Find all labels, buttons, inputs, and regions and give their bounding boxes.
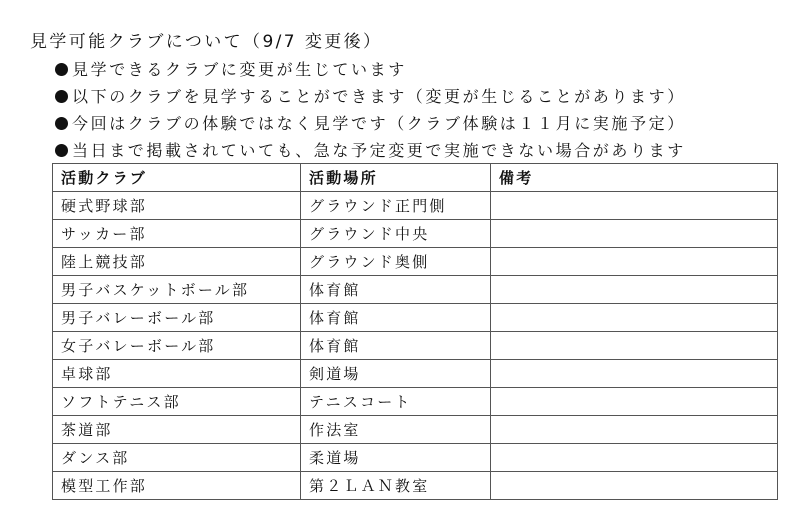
table-row xyxy=(53,360,778,388)
club-cell: 卓球部 xyxy=(53,360,301,388)
column-header-club: 活動クラブ xyxy=(53,164,301,192)
note-text: 今回はクラブの体験ではなく見学です（クラブ体験は１１月に実施予定） xyxy=(72,114,686,133)
remarks-cell xyxy=(491,416,778,444)
remarks-cell xyxy=(491,304,778,332)
table-row xyxy=(53,276,778,304)
notes-list xyxy=(55,56,686,164)
remarks-cell xyxy=(491,276,778,304)
location-cell: 第２ＬＡＮ教室 xyxy=(301,472,491,500)
bullet-icon xyxy=(55,117,68,130)
club-cell: 模型工作部 xyxy=(53,472,301,500)
table-header-row xyxy=(53,164,778,192)
location-cell: 体育館 xyxy=(301,304,491,332)
location-cell: グラウンド正門側 xyxy=(301,192,491,220)
club-cell: ソフトテニス部 xyxy=(53,388,301,416)
club-cell: 女子バレーボール部 xyxy=(53,332,301,360)
table-row xyxy=(53,192,778,220)
location-cell: 体育館 xyxy=(301,332,491,360)
location-cell: 剣道場 xyxy=(301,360,491,388)
note-text: 見学できるクラブに変更が生じています xyxy=(72,60,407,79)
table-row xyxy=(53,220,778,248)
table-row xyxy=(53,248,778,276)
club-cell: ダンス部 xyxy=(53,444,301,472)
remarks-cell xyxy=(491,332,778,360)
club-cell: 男子バレーボール部 xyxy=(53,304,301,332)
column-header-notes: 備考 xyxy=(491,164,778,192)
table-row xyxy=(53,416,778,444)
note-text: 当日まで掲載されていても、急な予定変更で実施できない場合があります xyxy=(72,141,686,160)
remarks-cell xyxy=(491,360,778,388)
table-row xyxy=(53,472,778,500)
bullet-icon xyxy=(55,144,68,157)
note-item xyxy=(55,56,686,83)
club-cell: 陸上競技部 xyxy=(53,248,301,276)
note-item xyxy=(55,137,686,164)
remarks-cell xyxy=(491,388,778,416)
remarks-cell xyxy=(491,472,778,500)
remarks-cell xyxy=(491,248,778,276)
club-cell: サッカー部 xyxy=(53,220,301,248)
location-cell: 作法室 xyxy=(301,416,491,444)
remarks-cell xyxy=(491,192,778,220)
remarks-cell xyxy=(491,444,778,472)
location-cell: テニスコート xyxy=(301,388,491,416)
note-text: 以下のクラブを見学することができます（変更が生じることがあります） xyxy=(72,87,686,106)
column-header-location: 活動場所 xyxy=(301,164,491,192)
location-cell: 柔道場 xyxy=(301,444,491,472)
club-cell: 男子バスケットボール部 xyxy=(53,276,301,304)
table-row xyxy=(53,444,778,472)
page-title: 見学可能クラブについて（9/7 変更後） xyxy=(30,32,383,52)
location-cell: グラウンド奥側 xyxy=(301,248,491,276)
bullet-icon xyxy=(55,90,68,103)
table-row xyxy=(53,332,778,360)
table-row xyxy=(53,304,778,332)
note-item xyxy=(55,83,686,110)
bullet-icon xyxy=(55,63,68,76)
location-cell: 体育館 xyxy=(301,276,491,304)
remarks-cell xyxy=(491,220,778,248)
club-cell: 硬式野球部 xyxy=(53,192,301,220)
location-cell: グラウンド中央 xyxy=(301,220,491,248)
table-row xyxy=(53,388,778,416)
note-item xyxy=(55,110,686,137)
club-table xyxy=(52,163,778,500)
club-cell: 茶道部 xyxy=(53,416,301,444)
